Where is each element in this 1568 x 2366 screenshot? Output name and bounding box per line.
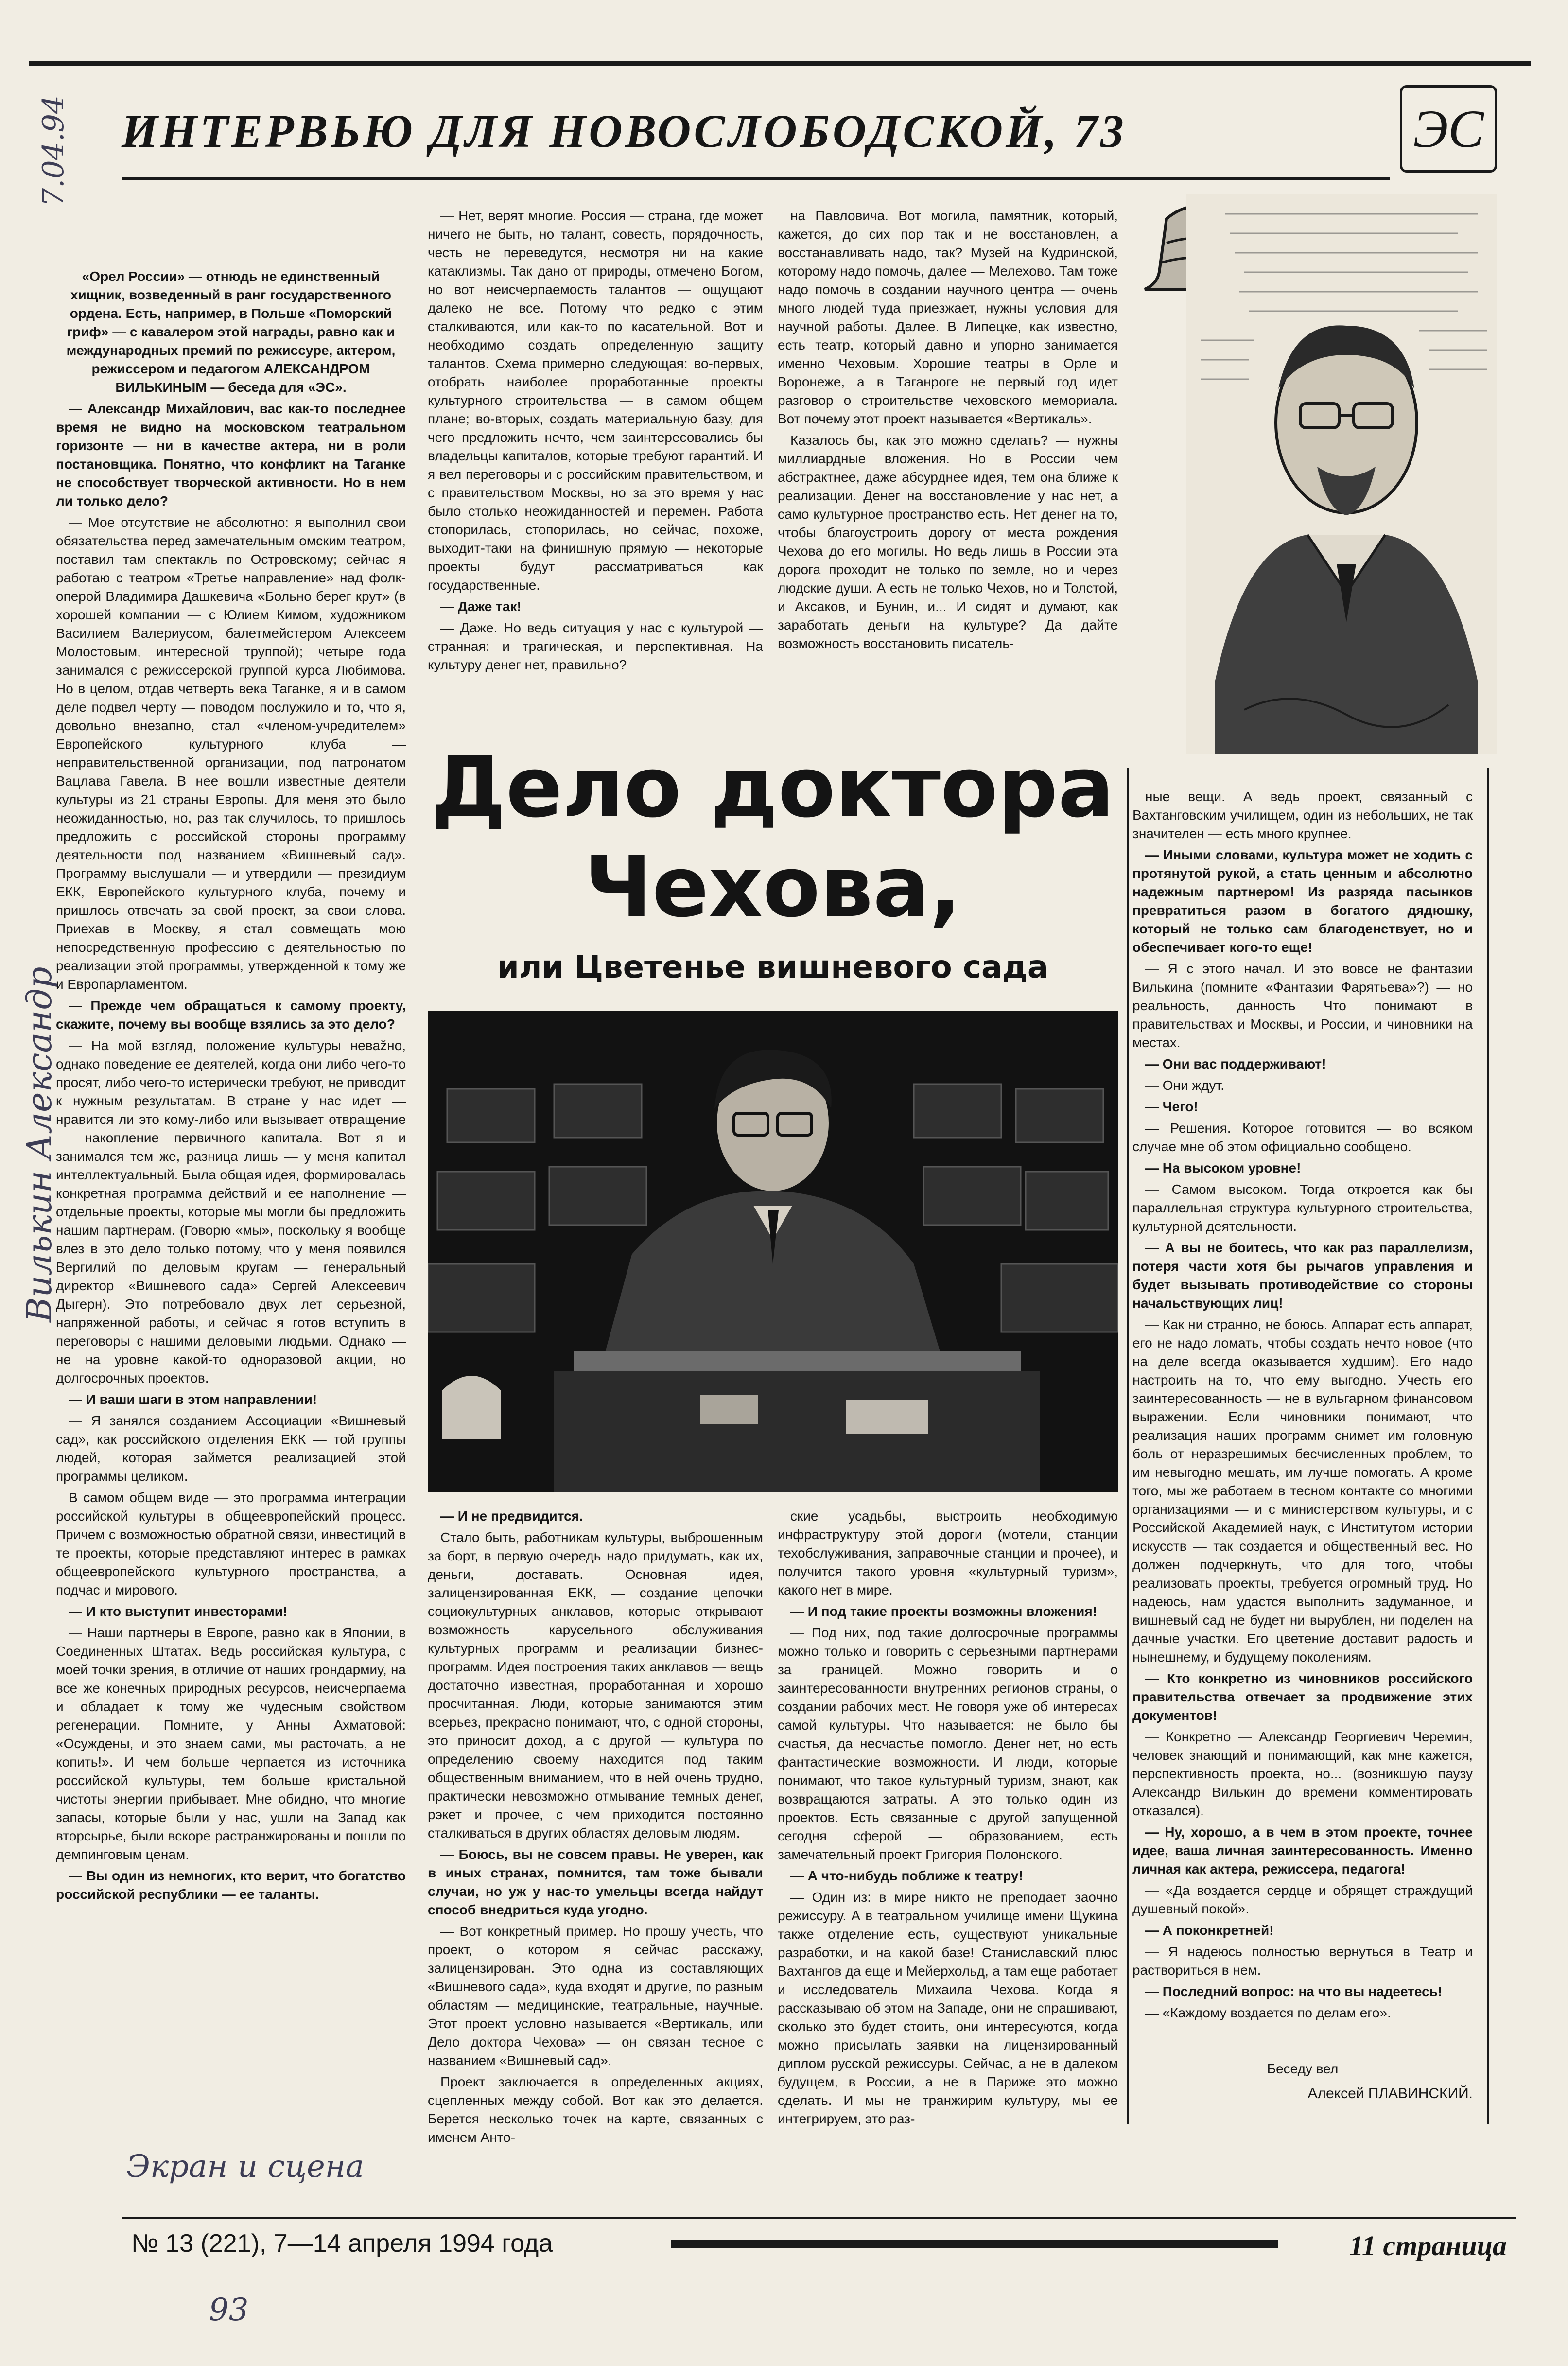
question: — Боюсь, вы не совсем правы. Не уверен, как в иных странах, помнится, там тоже бывали случаи, но уж у наc-то умельцы всегда найдут способ внедриться куда угодно.	[428, 1847, 763, 1917]
answer: ные вещи. А ведь проект, связанный с Вахтанговским училищем, один из небольших, не так значителен — есть много крупнее.	[1132, 789, 1473, 841]
question: — А что-нибудь поближе к театру!	[790, 1868, 1023, 1883]
question: — Александр Михайлович, вас как-то последнее время не видно на московском театральном горизонте — ни в качестве актера, ни в роли постановщика. Понятно, что конфликт на Таганке не способствует творческой активности. Но в нем ли только дело?	[56, 401, 406, 508]
answer: — «Каждому воздается по делам его».	[1145, 2005, 1391, 2020]
question: — Ну, хорошо, а в чем в этом проекте, точнее идее, ваша личная заинтересованность. Именно личная как актера, режиссера, педагога!	[1132, 1824, 1473, 1876]
answer: — Конкретно — Александр Георгиевич Черемин, человек знающий и понимающий, как мне кажется, перспективность проекта, но... (возникшую паузу Александр Вилькин до времени комментировать отказался).	[1132, 1729, 1473, 1818]
answer: — Вот конкретный пример. Но прошу учесть, что проект, о котором я сейчас расскажу, залицензирован. Это одна из составляющих «Вишневого сада», куда входят и другие, по разным областям — медицинские, театральные, научные. Этот проект условно называется «Вертикаль, или Дело доктора Чехова» — он связан тесное с названием «Вишневый сад».	[428, 1924, 763, 2068]
article-column-1	[56, 267, 406, 2149]
headline-line-2: Чехова,	[584, 838, 961, 936]
answer: — Решения. Которое готовится — во всяком случае мне об этом официально сообщено.	[1132, 1121, 1473, 1154]
interview-photo	[428, 1011, 1118, 1492]
headline-subtitle: или Цветенье вишневого сада	[497, 949, 1049, 985]
answer: — Я надеюсь полностью вернуться в Театр и раствориться в нем.	[1132, 1944, 1473, 1978]
answer: В самом общем виде — это программа интеграции российской культуры в общеевропейский процесс. Причем с возможностью обратной связи, инвестиций в те проекты, которые представляют интерес в рамках общеевропейского культурного пространства, а подчас и мирового.	[56, 1490, 406, 1597]
question: — И под такие проекты возможны вложения!	[790, 1604, 1098, 1619]
question: — Кто конкретно из чиновников российского правительства отвечает за продвижение этих документов!	[1132, 1671, 1473, 1723]
answer: Стало быть, работникам культуры, выброшенным за борт, в первую очередь надо придумать, как их, деньги, доставать. Основная идея, залицензированная ЕКК, — создание цепочки социокультурных анклавов, которые открывают возможность карусельного обслуживания культурных программ и реализации бизнес-программ. Идея построения таких анклавов — вещь достаточно известная, проработанная и хорошо просчитанная. Люди, которые занимаются этим всерьез, прекрасно понимают, что, с одной стороны, это приносит доход, а с другой — культура по определению своему находится под таким общественным вниманием, что в ней очень трудно, практически невозможно отмывание темных денег, рэкет и прочее, с чем приходится постоянно сталкиваться в других областях деловым людям.	[428, 1530, 763, 1840]
answer: Проект заключается в определенных акциях, сцепленных между собой. Вот как это делается. Берется несколько точек на карте, связанных с именем Анто-	[428, 2074, 763, 2145]
question: — А вы не боитесь, что как раз параллелизм, потеря части хотя бы рычагов управления и будет вызывать противодействие со стороны начальствующих лиц!	[1132, 1240, 1473, 1311]
question: — А поконкретней!	[1145, 1923, 1274, 1938]
question: — Прежде чем обращаться к самому проекту, скажите, почему вы вообще взялись за это дело?	[56, 998, 406, 1032]
question: — И не предвидится.	[440, 1508, 583, 1524]
issue-info: № 13 (221), 7—14 апреля 1994 года	[131, 2229, 553, 2258]
interviewer-name: Алексей ПЛАВИНСКИЙ.	[1307, 2086, 1473, 2102]
bottom-rule	[122, 2217, 1516, 2219]
article-column-2-bottom	[428, 1507, 763, 2207]
article-column-4	[1132, 788, 1473, 2056]
question: — Даже так!	[440, 599, 522, 614]
answer: — Они ждут.	[1145, 1078, 1225, 1093]
answer: — Я занялся созданием Ассоциации «Вишневый сад», как российского отделения ЕКК — той группы людей, которая займется реализацией этой программы целиком.	[56, 1413, 406, 1484]
section-header: ИНТЕРВЬЮ ДЛЯ НОВОСЛОБОДСКОЙ, 73	[122, 105, 1127, 157]
footer-bar	[671, 2240, 1278, 2248]
es-logo: ЭС	[1400, 85, 1497, 173]
answer: ские усадьбы, выстроить необходимую инфраструктуру этой дороги (мотели, станции техобслуживания, заправочные станции и прочее), и получится такого уровня «культурный туризм», какого нет в мире.	[778, 1508, 1118, 1597]
chekhov-portrait-sketch	[1186, 194, 1497, 754]
article-column-3-bottom	[778, 1507, 1118, 2207]
answer: на Павловича. Вот могила, памятник, который, кажется, до сих пор так и не восстановлен, а восстанавливать надо, так? Музей на Кудринской, которому надо помочь, далее — Мелехово. Там тоже надо помочь в создании научного центра — очень многo людей туда приезжает, нужны условия для научной работы. Далее. В Липецке, как известно, есть театр, который давно и упорно занимается именно Чеховым. Хорошие театры в Орле и Воронеже, а в Таганроге не первый год идет разговор о строительстве чеховского мемориала. Вот почему этот проект называется «Вертикаль».	[778, 208, 1118, 426]
question: — На высоком уровне!	[1145, 1160, 1301, 1175]
answer: — Нет, верят многие. Россия — страна, где может ничего не быть, но талант, совесть, порядочность, честь не переведутся, несмотря ни на какие катаклизмы. Так дано от природы, отмечено Богом, но вот неисчерпаемость талантов — ощущают далеко не все. Потому что редко с этим сталкиваются, или как-то по касательной. Вот и необходимо создать определенную защиту талантов. Схема примерно следующая: во-первых, отобрать наиболее проработанные проекты культурного строительства — в самом общем плане; во-вторых, создать материальную базу, для чего предложить нечто, чем заинтересовались бы владельцы капиталов, которые требуют гарантий. И я вел переговоры и с российским правительством, и с правительством Москвы, но за это время у нас было столько неожиданностей и перемен. Работа стопорилась, стопорилась, но сейчас, похоже, выходит-таки на финишную прямую — некоторые проекты будут рассматриваться как государственные.	[428, 208, 763, 593]
article-column-2-top	[428, 207, 763, 732]
column-rule	[1487, 768, 1489, 2124]
answer: — Один из: в мире никто не преподает заочно режиссуру. А в театральном училище имени Щукина также отделение есть, существуют уникальные разработки, и на какой базе! Станиславский плюс Вахтангов да еще и Мейерхольд, а там еще работает и исследователь Михаила Чехова. Когда я рассказываю об этом на Западе, они не спрашивают, сколько это будет стоить, они интересуются, когда можно присылать заявки на лицензированный диплом русской режиссуры. Сейчас, а не в далеком будущем, в России, а не в Париже это можно сделать. И мы не транжирим культуру, мы ее интегрируем, это раз-	[778, 1890, 1118, 2126]
interviewer-note: Беседу вел	[1267, 2061, 1339, 2076]
answer: — Как ни странно, не боюсь. Аппарат есть аппарат, его не надо ломать, чтобы создать нечто новое (что на деле всегда оказывается худшим). Его надо настроить на то, что ему выгодно. Учесть его заинтересованность — не в вульгарном финансовом выражении. Если чиновники понимают, что реализация наших программ снимет им головную боль от неразрешимых бесчисленных проблем, то им невыгодно мешать, им лучше помогать. А кроме того, мы же работаем в тесном контакте со многими организациями — и с министерством культуры, и с Российской Академией наук, с Институтом истории искусств — так создается и общественный вес. Но должен подчеркнуть, что для того, чтобы реализовать проекты, требуется огромный труд. Но надеюсь, нам удастся выполнить задуманное, и вишневый сад не будет ни вырублен, ни поделен на дачные участки. Его цветение доставит радость и нынешнему, и будущему поколениям.	[1132, 1317, 1473, 1665]
question: — И кто выступит инвесторами!	[69, 1604, 288, 1619]
answer: — Самом высоком. Тогда откроется как бы параллельная структура культурного строительства, культурной деятельности.	[1132, 1182, 1473, 1234]
header-rule	[122, 177, 1390, 180]
answer: — Наши партнеры в Европе, равно как в Японии, в Соединенных Штатах. Ведь российская культура, с моей точки зрения, в отличие от наших грондармиy, на все же конечных природных ресурсов, неисчерпаема и обладает к тому же чудесным свойством регенерации. Помните, у Анны Ахматовой: «Осуждены, и это знаем сами, мы расточать, а не копить!». И чем больше черпается из источника российской культуры, тем больше кристальной чистоты энергии прибывает. Мне обидно, что многие запасы, которые были у нас, ушли на Запад как вторсырье, были вскоре растранжированы и пошли по демпинговым ценам.	[56, 1625, 406, 1862]
question: — Последний вопрос: на что вы надеетесь!	[1145, 1984, 1443, 1999]
answer: — «Да воздается сердце и обрящет страждущий душевный покой».	[1132, 1883, 1473, 1916]
answer: — На мой взгляд, положение культуры невažно, однако поведение ее деятелей, когда они либо чего-то просят, либо чего-то истерически требуют, не приводит к нужным результатам. В стране у нас идет — нравится ли это кому-либо или вызывает отвращение — накопление первичного капитала. Вот я и занимался тем же, разница лишь — у меня капитал интеллектуальный. Была общая идея, формировалась конкретная программа действий и ее наполнение — отдельные проекты, которые мы могли бы предложить нашим партнерам. (Говорю «мы», поскольку я вообще влез в это дело только потому, что у меня появился Вергилий по деловым кругам — генеральный директор «Вишневого сада» Сергей Алексеевич Дыгерн). Это потребовало двух лет серьезной, напряженной работы, и сейчас я готов вступить в переговоры с нашими деловыми людьми. Однако — не на уровне какой-то одноразовой акции, но долгосрочных проектов.	[56, 1038, 406, 1385]
handwritten-name: Вилькин Александр	[19, 966, 59, 1322]
question: — Вы один из немногих, кто верит, что богатство российской республики — ее таланты.	[56, 1868, 406, 1902]
question: — Чего!	[1145, 1099, 1198, 1114]
question: — И ваши шаги в этом направлении!	[69, 1392, 317, 1407]
answer: Казалось бы, как это можно сделать? — нужны миллиардные вложения. Но в России чем абстрактнее, даже абсурднее идея, тем она ближе к реализации. Денег на восстановление у нас нет, а само культурное пространство есть. Нет денег на то, чтобы благоустроить дорогу от места рождения Чехова до его могилы. Но ведь лишь в России эта дорога проходит не только по земле, но и через людские души. А есть не только Чехов, но и Толстой, и Аксаков, и Бунин, и... И сидят и думают, как заработать деньги на культуре? Да дайте возможность восстановить писатель-	[778, 433, 1118, 651]
column-rule	[1127, 768, 1129, 2124]
answer: — Даже. Но ведь ситуация у нас с культурой — странная: и трагическая, и перспективная. На культуру денег нет, правильно?	[428, 620, 763, 672]
lead-paragraph: «Орел России» — отнюдь не единственный хищник, возведенный в ранг государственного ордена. Есть, например, в Польше «Поморский гриф» — с кавалером этой награды, равно как и международных премий по режиссуре, актером, режиссером и педагогом АЛЕКСАНДРОМ ВИЛЬКИНЫМ — беседа для «ЭС».	[66, 269, 396, 395]
handwritten-page-number: 93	[209, 2292, 249, 2328]
top-rule	[29, 61, 1531, 66]
answer: — Я с этого начал. И это вовсе не фантазии Вилькина (помните «Фантазии Фарятьева»?) — но реальность, данность Что понимают в правительствах и Москвы, и России, и чиновники на местах.	[1132, 961, 1473, 1050]
question: — Иными словами, культура может не ходить с протянутой рукой, а стать ценным и абсолютно надежным партнером! Из разряда пасынков превратиться разом в богатого дядюшку, который не только сам благоденствует, но и обеспечивает кого-то еще!	[1132, 847, 1473, 955]
page-label: 11 страница	[1349, 2230, 1507, 2261]
article-column-3-top	[778, 207, 1118, 732]
answer: — Под них, под такие долгосрочные программы можно только и говорить с серьезными партнерами за границей. Можно говорить и о заинтересованности внутренних регионов страны, о создании рабочих мест. Не говоря уже об интересах самой культуры. Что называется: не было бы счастья, да несчастье помогло. Денег нет, но есть фантастические возможности. И люди, которые понимают, что такое культурный туризм, знают, как возвращаются затраты. А это только один из проектов. Есть связанные с другой запущенной сегодня сферой — образованием, есть замечательный проект Григория Полонского.	[778, 1625, 1118, 1862]
handwritten-date: 7.04.94	[36, 95, 70, 207]
headline-line-1: Дело доктора	[431, 738, 1115, 836]
handwritten-publication: Экран и сцена	[126, 2149, 365, 2185]
answer: — Мое отсутствие не абсолютно: я выполнил свои обязательства перед замечательным омским театром, поставил там спектакль по Островскому; сейчас я работаю с театром «Третье направление» над фолк-оперой Владимира Дашкевича «Больно берег крут» (в хорошей компании — с Юлием Кимом, художником Василием Валериусом, балетмейстером Алексеем Молостовым, интересной труппой); четыре года занимался с режиссерской группой курса Любимова. Но в целом, отдав четверть века Таганке, я и в самом деле подвел черту — поводом послужило и то, что я, довольно внезапно, стал «членом-учредителем» Европейского культурного клуба — неправительственной организации, под патронатом Вацлава Гавела. В нее вошли известные деятели культуры из 21 страны Европы. Для меня это было неожиданностью, но, раз так случилось, то пришлось предложить с российской стороны программу деятельности под названием «Вишневый сад». Программу выслушали — и утвердили — президиум ЕКК, Европейского культурного клуба, почему и пришлось отвечать за свой проект, за свои слова. Приехав в Москву, я стал совмещать мою непосредственную профессию с деятельностью по реализации этой программы, утвержденной к тому же и Европарламентом.	[56, 515, 406, 992]
question: — Они вас поддерживают!	[1145, 1056, 1326, 1071]
